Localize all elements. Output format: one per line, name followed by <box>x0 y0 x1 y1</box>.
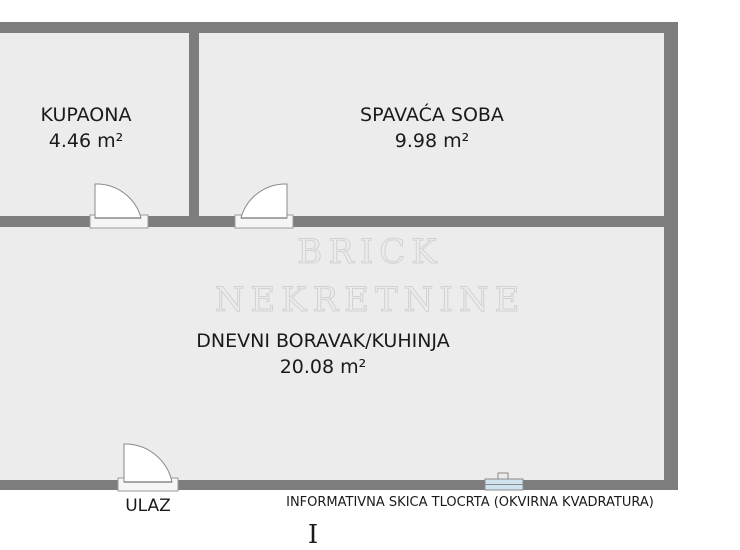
entry-label: ULAZ <box>125 496 171 516</box>
living-name: DNEVNI BORAVAK/KUHINJA <box>196 330 450 352</box>
note-label: INFORMATIVNA SKICA TLOCRTA (OKVIRNA KVADRATURA) <box>286 495 654 510</box>
watermark-line2: NEKRETNINE <box>214 280 526 320</box>
bedroom-area: 9.98 m² <box>394 130 470 152</box>
text-cursor-glyph: I <box>307 520 319 550</box>
bedroom-name: SPAVAĆA SOBA <box>360 104 504 126</box>
bathroom-name: KUPAONA <box>40 104 132 126</box>
bathroom-area: 4.46 m² <box>48 130 124 152</box>
living-area: 20.08 m² <box>279 356 367 378</box>
watermark-line1: BRICK <box>297 232 443 272</box>
